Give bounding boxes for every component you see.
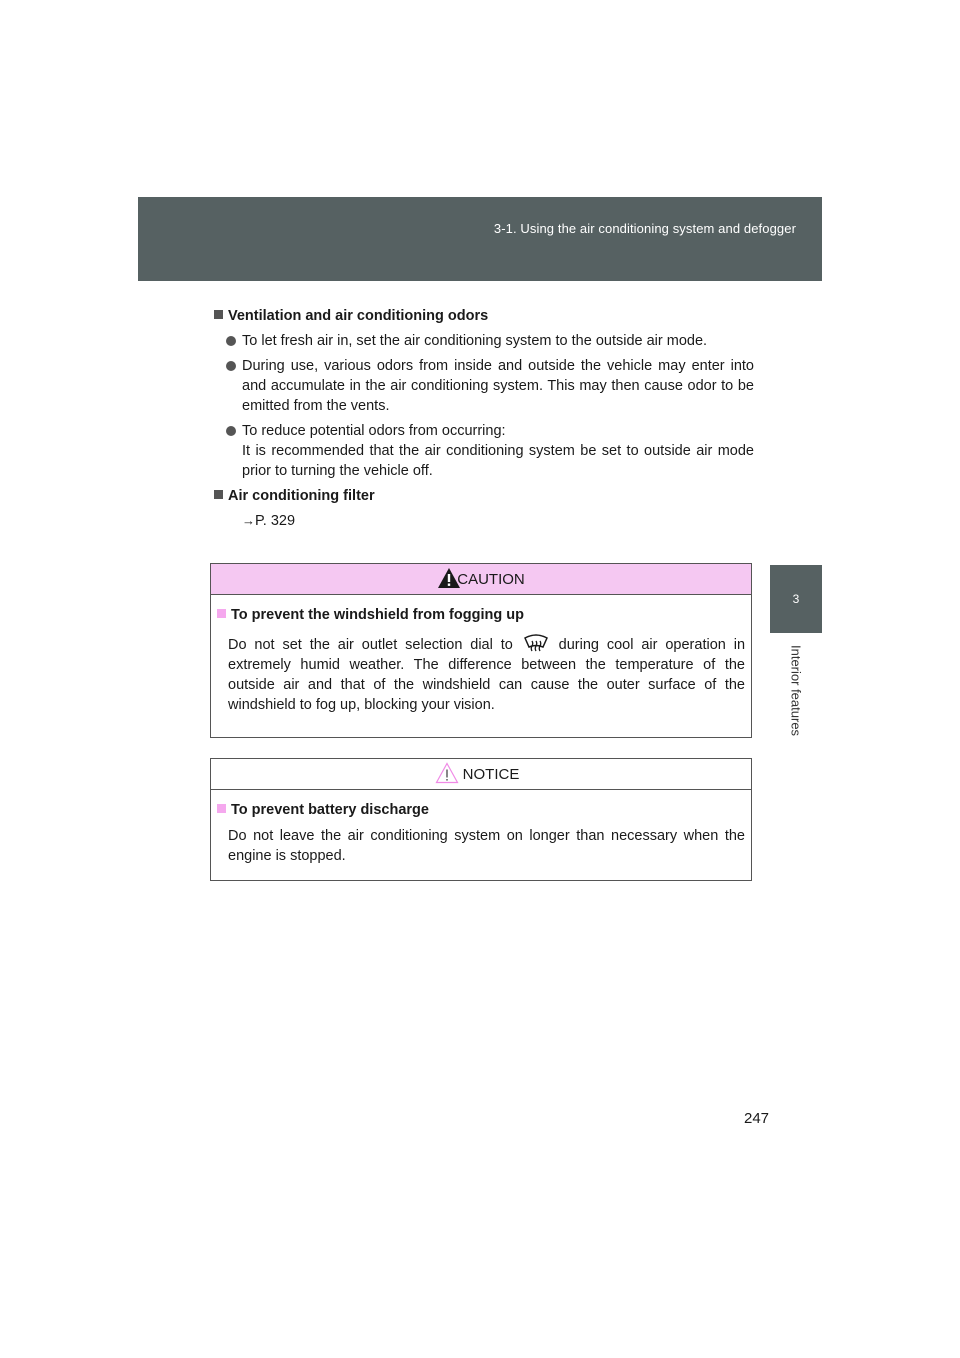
chapter-header <box>138 197 822 281</box>
square-bullet-icon <box>214 490 223 499</box>
round-bullet-icon <box>226 361 236 371</box>
list-item: To let fresh air in, set the air conditioning system to the outside air mode. <box>214 331 754 351</box>
chapter-tab-label: Interior features <box>788 645 804 737</box>
square-bullet-icon <box>214 310 223 319</box>
list-item: To reduce potential odors from occurring: It is recommended that the air conditioning system be set to outside air mode prior to turning the vehicle off. <box>214 421 754 481</box>
round-bullet-icon <box>226 426 236 436</box>
chapter-tab-number: 3 <box>770 565 822 633</box>
windshield-defroster-icon <box>523 633 549 653</box>
round-bullet-icon <box>226 336 236 346</box>
section-heading-ventilation: Ventilation and air conditioning odors <box>214 306 754 326</box>
notice-header <box>211 759 751 790</box>
caution-subtitle: To prevent the windshield from fogging up <box>217 605 745 625</box>
caution-text: Do not set the air outlet selection dial to during cool air operation in extremely humid weather. The difference between the temperature of the outside air and that of the windshield can cause the outer surface of the windshield to fog up, blocking your vision. <box>217 633 745 715</box>
caution-body <box>211 595 751 715</box>
notice-subtitle: To prevent battery discharge <box>217 800 745 820</box>
section-heading-filter: Air conditioning filter <box>214 486 754 506</box>
warning-triangle-icon <box>437 567 461 589</box>
square-bullet-icon <box>217 609 226 618</box>
notice-label: NOTICE <box>462 765 520 783</box>
notice-text: Do not leave the air conditioning system on longer than necessary when the engine is stopped. <box>228 828 745 864</box>
page-reference[interactable]: →P. 329 <box>242 513 296 529</box>
caution-label: CAUTION <box>457 570 525 588</box>
notice-triangle-icon <box>435 762 459 784</box>
chapter-title: 3-1. Using the air conditioning system and defogger <box>493 221 796 236</box>
main-content <box>214 306 754 531</box>
notice-box <box>210 758 752 881</box>
notice-body <box>211 790 751 866</box>
square-bullet-icon <box>217 804 226 813</box>
page-number: 247 <box>744 1110 770 1127</box>
list-item: During use, various odors from inside and outside the vehicle may enter into and accumulate in the air conditioning system. This may then cause odor to be emitted from the vents. <box>214 356 754 416</box>
arrow-right-icon: → <box>242 513 255 528</box>
caution-box <box>210 563 752 738</box>
caution-header <box>211 564 751 595</box>
